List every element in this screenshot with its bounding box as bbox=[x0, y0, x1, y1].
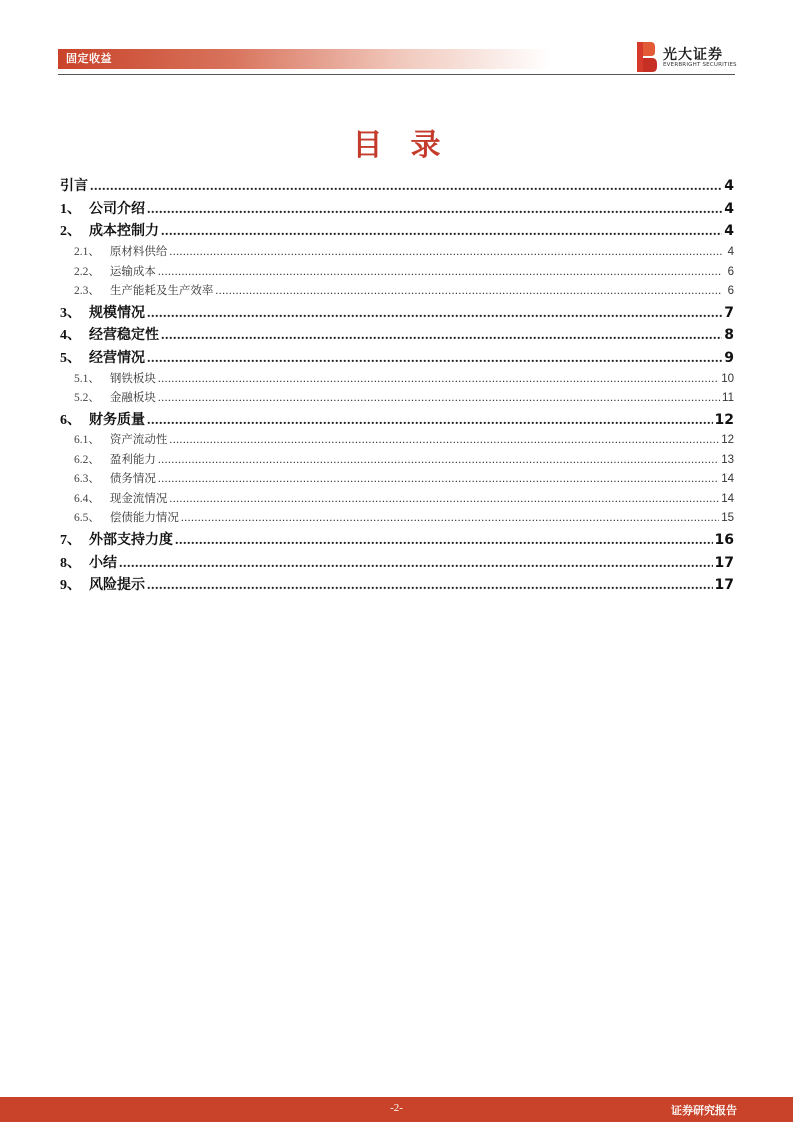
toc-entry-title bbox=[60, 198, 145, 218]
toc-entry-number: 6.4、 bbox=[74, 492, 100, 505]
toc-entry-title bbox=[60, 490, 167, 506]
toc-dot-leader bbox=[147, 413, 713, 429]
toc-subentry[interactable] bbox=[60, 263, 734, 283]
toc-entry[interactable] bbox=[60, 552, 734, 575]
toc-dot-leader bbox=[119, 556, 713, 572]
toc-page-number: 12 bbox=[714, 411, 734, 428]
toc-entry-label: 引言 bbox=[60, 178, 88, 194]
toc-subentry[interactable] bbox=[60, 431, 734, 451]
everbright-logo bbox=[637, 42, 737, 72]
toc-subentry[interactable] bbox=[60, 389, 734, 409]
toc-entry[interactable] bbox=[60, 324, 734, 347]
toc-entry-number: 2、 bbox=[60, 224, 81, 240]
toc-dot-leader bbox=[147, 306, 722, 322]
toc-entry-label: 资产流动性 bbox=[109, 432, 168, 447]
toc-entry-title bbox=[60, 370, 156, 386]
header-divider bbox=[58, 74, 735, 75]
toc-entry-number: 2.3、 bbox=[74, 285, 100, 298]
toc-page-number: 4 bbox=[724, 178, 734, 194]
toc-entry-label: 小结 bbox=[89, 554, 117, 571]
toc-entry-title bbox=[60, 409, 145, 429]
toc-entry-label: 金融板块 bbox=[109, 390, 156, 405]
toc-dot-leader bbox=[147, 202, 722, 218]
toc-entry-title bbox=[60, 389, 156, 405]
toc-subentry[interactable] bbox=[60, 451, 734, 471]
toc-entry-label: 经营稳定性 bbox=[89, 327, 159, 344]
toc-entry[interactable] bbox=[60, 529, 734, 552]
toc-entry-number: 3、 bbox=[60, 305, 81, 321]
toc-subentry[interactable] bbox=[60, 470, 734, 490]
toc-entry-label: 公司介绍 bbox=[89, 200, 145, 217]
toc-entry-label: 规模情况 bbox=[89, 304, 145, 321]
toc-page-number: 17 bbox=[714, 577, 734, 594]
page-title: 目录 bbox=[352, 128, 469, 163]
toc-entry-title bbox=[60, 431, 167, 447]
toc-page-number: 9 bbox=[724, 349, 734, 366]
table-of-contents bbox=[60, 175, 734, 597]
toc-dot-leader bbox=[161, 224, 722, 240]
toc-entry-label: 成本控制力 bbox=[89, 223, 159, 240]
toc-entry-number: 4、 bbox=[60, 328, 81, 344]
toc-entry[interactable] bbox=[60, 198, 734, 221]
toc-entry-number: 2.2、 bbox=[74, 265, 100, 278]
toc-entry-label: 现金流情况 bbox=[109, 490, 168, 505]
toc-entry-label: 经营情况 bbox=[89, 349, 145, 366]
toc-dot-leader bbox=[181, 512, 719, 524]
toc-entry-title bbox=[60, 243, 167, 259]
toc-entry-label: 财务质量 bbox=[89, 411, 145, 428]
toc-entry-title bbox=[60, 529, 173, 549]
toc-page-number: 14 bbox=[721, 492, 734, 505]
toc-subentry[interactable] bbox=[60, 282, 734, 302]
toc-entry-label: 偿债能力情况 bbox=[109, 510, 179, 525]
toc-entry[interactable] bbox=[60, 175, 734, 198]
toc-dot-leader bbox=[169, 246, 722, 258]
toc-page-number: 8 bbox=[724, 327, 734, 344]
toc-subentry[interactable] bbox=[60, 490, 734, 510]
toc-dot-leader bbox=[147, 351, 722, 367]
toc-entry-label: 原材料供给 bbox=[109, 244, 168, 259]
toc-page-number: 14 bbox=[721, 473, 734, 486]
toc-page-number: 4 bbox=[727, 246, 734, 259]
toc-entry-number: 5、 bbox=[60, 350, 81, 366]
logo-english-name: EVERBRIGHT SECURITIES bbox=[663, 62, 737, 68]
toc-dot-leader bbox=[175, 533, 713, 549]
toc-entry-number: 2.1、 bbox=[74, 246, 100, 259]
toc-dot-leader bbox=[169, 493, 719, 505]
toc-entry[interactable] bbox=[60, 409, 734, 432]
toc-dot-leader bbox=[169, 434, 719, 446]
toc-dot-leader bbox=[215, 285, 722, 297]
toc-page-number: 10 bbox=[721, 372, 734, 385]
toc-entry-title bbox=[60, 282, 213, 298]
toc-subentry[interactable] bbox=[60, 370, 734, 390]
toc-entry-title bbox=[60, 509, 179, 525]
toc-page-number: 16 bbox=[714, 531, 734, 548]
toc-dot-leader bbox=[158, 473, 719, 485]
toc-entry-label: 盈利能力 bbox=[109, 451, 156, 466]
toc-entry-title bbox=[60, 470, 156, 486]
toc-entry-title bbox=[60, 552, 117, 572]
toc-entry-title bbox=[60, 451, 156, 467]
everbright-logo-icon bbox=[637, 42, 657, 72]
toc-page-number: 6 bbox=[727, 285, 734, 298]
toc-dot-leader bbox=[158, 266, 722, 278]
toc-entry-number: 7、 bbox=[60, 532, 81, 548]
header-section-tag: 固定收益 bbox=[66, 52, 112, 65]
toc-page-number: 13 bbox=[721, 453, 734, 466]
header-band bbox=[58, 49, 550, 69]
footer-report-label: 证券研究报告 bbox=[671, 1104, 737, 1117]
toc-entry[interactable] bbox=[60, 302, 734, 325]
toc-entry-number: 6.3、 bbox=[74, 473, 100, 486]
toc-entry-number: 5.1、 bbox=[74, 372, 100, 385]
toc-entry-number: 6.2、 bbox=[74, 453, 100, 466]
toc-subentry[interactable] bbox=[60, 509, 734, 529]
toc-dot-leader bbox=[158, 454, 719, 466]
toc-dot-leader bbox=[158, 392, 720, 404]
toc-dot-leader bbox=[90, 179, 722, 195]
toc-dot-leader bbox=[147, 578, 713, 594]
toc-entry-label: 钢铁板块 bbox=[109, 370, 156, 385]
toc-page-number: 17 bbox=[714, 554, 734, 571]
toc-entry-title bbox=[60, 574, 145, 594]
toc-entry[interactable] bbox=[60, 220, 734, 243]
footer-page-number: -2- bbox=[390, 1102, 403, 1114]
toc-page-number: 4 bbox=[724, 200, 734, 217]
toc-page-number: 12 bbox=[721, 434, 734, 447]
toc-dot-leader bbox=[158, 373, 719, 385]
toc-page-number: 11 bbox=[722, 392, 734, 405]
toc-entry-number: 6.5、 bbox=[74, 512, 100, 525]
toc-entry-title bbox=[60, 302, 145, 322]
toc-entry-number: 6.1、 bbox=[74, 434, 100, 447]
toc-page-number: 4 bbox=[724, 223, 734, 240]
toc-entry-title bbox=[60, 263, 156, 279]
logo-chinese-name: 光大证券 bbox=[663, 47, 723, 63]
toc-entry-label: 运输成本 bbox=[109, 263, 156, 278]
toc-subentry[interactable] bbox=[60, 243, 734, 263]
toc-entry-label: 风险提示 bbox=[89, 577, 145, 594]
toc-entry-number: 9、 bbox=[60, 578, 81, 594]
toc-page-number: 15 bbox=[721, 512, 734, 525]
toc-entry-title bbox=[60, 324, 159, 344]
toc-dot-leader bbox=[161, 328, 722, 344]
toc-entry-label: 债务情况 bbox=[109, 471, 156, 486]
toc-entry-number: 5.2、 bbox=[74, 392, 100, 405]
toc-entry-title bbox=[60, 220, 159, 240]
toc-entry[interactable] bbox=[60, 347, 734, 370]
toc-page-number: 6 bbox=[727, 265, 734, 278]
toc-entry-label: 生产能耗及生产效率 bbox=[109, 283, 214, 298]
toc-entry[interactable] bbox=[60, 574, 734, 597]
toc-page-number: 7 bbox=[724, 304, 734, 321]
toc-entry-number: 1、 bbox=[60, 201, 81, 217]
toc-entry-number: 8、 bbox=[60, 555, 81, 571]
toc-entry-number: 6、 bbox=[60, 412, 81, 428]
toc-entry-title bbox=[60, 175, 88, 195]
toc-entry-label: 外部支持力度 bbox=[89, 531, 173, 548]
toc-entry-title bbox=[60, 347, 145, 367]
